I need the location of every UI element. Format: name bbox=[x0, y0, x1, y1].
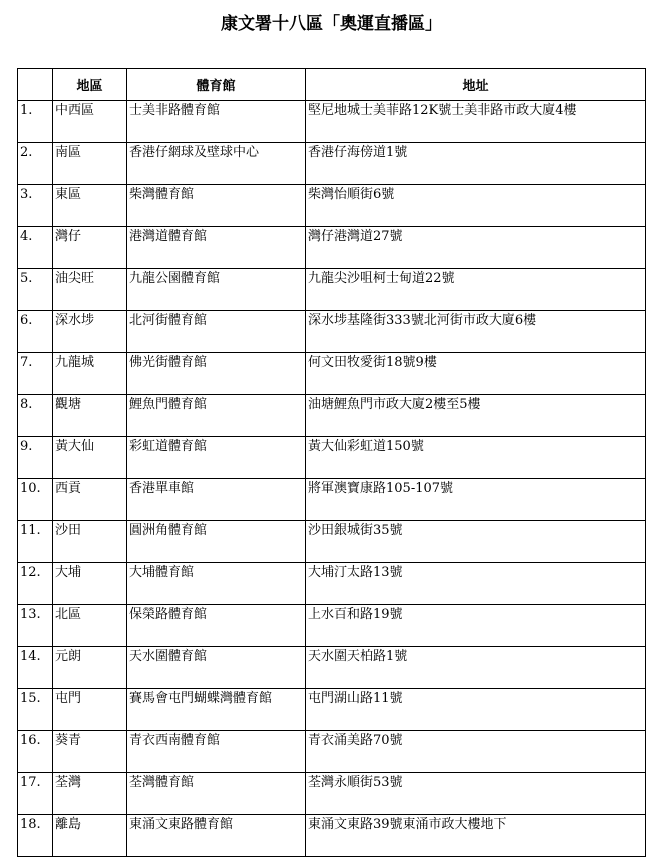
table-row bbox=[18, 521, 646, 563]
row-number: 5. bbox=[18, 269, 53, 311]
header-address: 地址 bbox=[306, 69, 646, 101]
address-cell: 堅尼地城士美菲路12K號士美非路市政大廈4樓 bbox=[306, 101, 646, 143]
header-venue: 體育館 bbox=[127, 69, 306, 101]
table-row bbox=[18, 311, 646, 353]
table-row bbox=[18, 689, 646, 731]
row-number: 9. bbox=[18, 437, 53, 479]
table-row bbox=[18, 101, 646, 143]
district-cell: 觀塘 bbox=[53, 395, 127, 437]
header-number bbox=[18, 69, 53, 101]
district-cell: 中西區 bbox=[53, 101, 127, 143]
venue-cell: 天水圍體育館 bbox=[127, 647, 306, 689]
address-cell: 深水埗基隆街333號北河街市政大廈6樓 bbox=[306, 311, 646, 353]
row-number: 1. bbox=[18, 101, 53, 143]
address-cell: 油塘鯉魚門市政大廈2樓至5樓 bbox=[306, 395, 646, 437]
table-row bbox=[18, 563, 646, 605]
row-number: 14. bbox=[18, 647, 53, 689]
district-cell: 葵青 bbox=[53, 731, 127, 773]
address-cell: 荃灣永順街53號 bbox=[306, 773, 646, 815]
address-cell: 大埔汀太路13號 bbox=[306, 563, 646, 605]
table-row bbox=[18, 353, 646, 395]
district-cell: 南區 bbox=[53, 143, 127, 185]
address-cell: 九龍尖沙咀柯士甸道22號 bbox=[306, 269, 646, 311]
row-number: 3. bbox=[18, 185, 53, 227]
district-cell: 九龍城 bbox=[53, 353, 127, 395]
table-header bbox=[18, 69, 646, 101]
row-number: 11. bbox=[18, 521, 53, 563]
district-cell: 黃大仙 bbox=[53, 437, 127, 479]
venue-cell: 北河街體育館 bbox=[127, 311, 306, 353]
table-row bbox=[18, 395, 646, 437]
address-cell: 香港仔海傍道1號 bbox=[306, 143, 646, 185]
table-row bbox=[18, 269, 646, 311]
district-cell: 北區 bbox=[53, 605, 127, 647]
district-cell: 荃灣 bbox=[53, 773, 127, 815]
table-body bbox=[18, 101, 646, 857]
district-cell: 深水埗 bbox=[53, 311, 127, 353]
address-cell: 灣仔港灣道27號 bbox=[306, 227, 646, 269]
venue-cell: 港灣道體育館 bbox=[127, 227, 306, 269]
venue-cell: 圓洲角體育館 bbox=[127, 521, 306, 563]
district-cell: 屯門 bbox=[53, 689, 127, 731]
venue-cell: 保榮路體育館 bbox=[127, 605, 306, 647]
row-number: 4. bbox=[18, 227, 53, 269]
venue-cell: 荃灣體育館 bbox=[127, 773, 306, 815]
table-row bbox=[18, 437, 646, 479]
venue-cell: 香港仔網球及壁球中心 bbox=[127, 143, 306, 185]
venue-table bbox=[17, 68, 646, 857]
row-number: 10. bbox=[18, 479, 53, 521]
venue-cell: 香港單車館 bbox=[127, 479, 306, 521]
venue-cell: 賽馬會屯門蝴蝶灣體育館 bbox=[127, 689, 306, 731]
row-number: 7. bbox=[18, 353, 53, 395]
address-cell: 青衣涌美路70號 bbox=[306, 731, 646, 773]
venue-cell: 士美非路體育館 bbox=[127, 101, 306, 143]
table-row bbox=[18, 143, 646, 185]
venue-cell: 東涌文東路體育館 bbox=[127, 815, 306, 857]
district-cell: 大埔 bbox=[53, 563, 127, 605]
table-row bbox=[18, 479, 646, 521]
district-cell: 西貢 bbox=[53, 479, 127, 521]
row-number: 16. bbox=[18, 731, 53, 773]
row-number: 17. bbox=[18, 773, 53, 815]
venue-cell: 佛光街體育館 bbox=[127, 353, 306, 395]
address-cell: 何文田牧愛街18號9樓 bbox=[306, 353, 646, 395]
row-number: 13. bbox=[18, 605, 53, 647]
district-cell: 東區 bbox=[53, 185, 127, 227]
address-cell: 上水百和路19號 bbox=[306, 605, 646, 647]
row-number: 6. bbox=[18, 311, 53, 353]
address-cell: 黃大仙彩虹道150號 bbox=[306, 437, 646, 479]
table-row bbox=[18, 731, 646, 773]
address-cell: 沙田銀城街35號 bbox=[306, 521, 646, 563]
district-cell: 離島 bbox=[53, 815, 127, 857]
table-row bbox=[18, 647, 646, 689]
header-district: 地區 bbox=[53, 69, 127, 101]
district-cell: 沙田 bbox=[53, 521, 127, 563]
row-number: 8. bbox=[18, 395, 53, 437]
address-cell: 將軍澳寶康路105-107號 bbox=[306, 479, 646, 521]
table-row bbox=[18, 815, 646, 857]
address-cell: 天水圍天柏路1號 bbox=[306, 647, 646, 689]
venue-cell: 九龍公園體育館 bbox=[127, 269, 306, 311]
address-cell: 柴灣怡順街6號 bbox=[306, 185, 646, 227]
header-row bbox=[18, 69, 646, 101]
row-number: 18. bbox=[18, 815, 53, 857]
row-number: 2. bbox=[18, 143, 53, 185]
district-cell: 灣仔 bbox=[53, 227, 127, 269]
row-number: 12. bbox=[18, 563, 53, 605]
venue-cell: 鯉魚門體育館 bbox=[127, 395, 306, 437]
address-cell: 屯門湖山路11號 bbox=[306, 689, 646, 731]
district-cell: 油尖旺 bbox=[53, 269, 127, 311]
page-title: 康文署十八區「奧運直播區」 bbox=[221, 14, 442, 34]
table-row bbox=[18, 605, 646, 647]
table-row bbox=[18, 185, 646, 227]
address-cell: 東涌文東路39號東涌市政大樓地下 bbox=[306, 815, 646, 857]
row-number: 15. bbox=[18, 689, 53, 731]
table-row bbox=[18, 773, 646, 815]
venue-cell: 大埔體育館 bbox=[127, 563, 306, 605]
venue-cell: 青衣西南體育館 bbox=[127, 731, 306, 773]
table-row bbox=[18, 227, 646, 269]
venue-cell: 柴灣體育館 bbox=[127, 185, 306, 227]
district-cell: 元朗 bbox=[53, 647, 127, 689]
venue-cell: 彩虹道體育館 bbox=[127, 437, 306, 479]
